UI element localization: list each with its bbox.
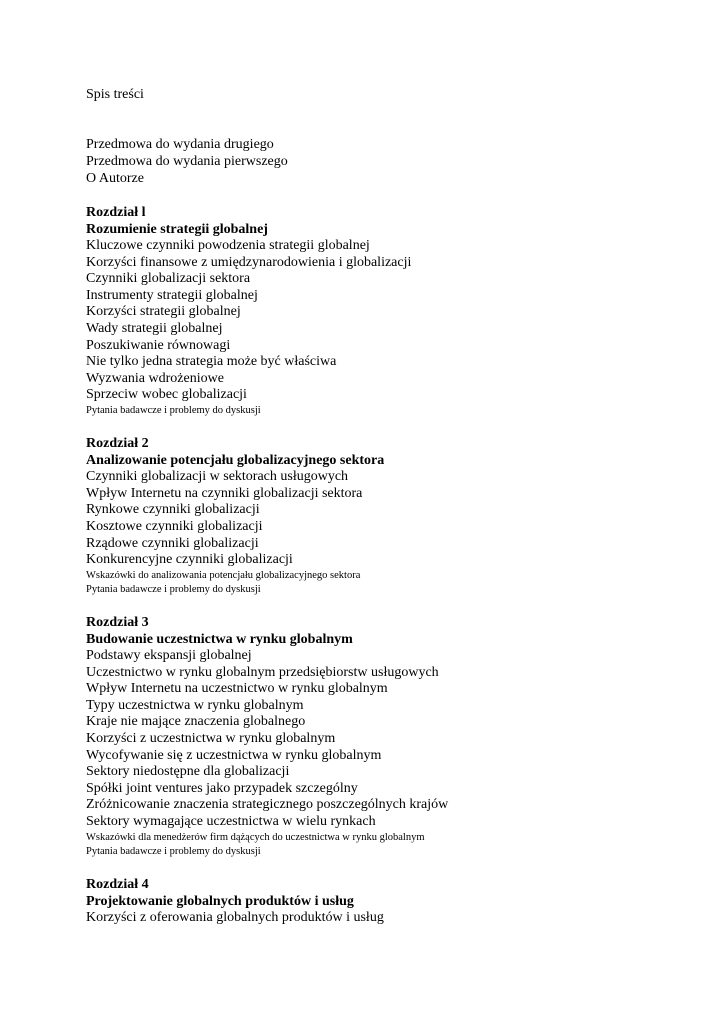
toc-entry: Sprzeciw wobec globalizacji — [86, 387, 247, 403]
document-page — [86, 86, 706, 944]
toc-entry: Spółki joint ventures jako przypadek szczególny — [86, 780, 358, 796]
front-matter-item: O Autorze — [86, 171, 144, 186]
toc-subentry: Pytania badawcze i problemy do dyskusji — [86, 404, 261, 416]
toc-entry: Uczestnictwo w rynku globalnym przedsiębiorstw usługowych — [86, 664, 439, 680]
toc-entry: Rynkowe czynniki globalizacji — [86, 502, 260, 518]
front-matter-item: Przedmowa do wydania pierwszego — [86, 154, 288, 169]
chapter-title: Analizowanie potencjału globalizacyjnego sektora — [86, 453, 385, 469]
toc-subentry: Pytania badawcze i problemy do dyskusji — [86, 583, 261, 595]
toc-entry: Sektory wymagające uczestnictwa w wielu rynkach — [86, 814, 376, 830]
toc-entry: Poszukiwanie równowagi — [86, 337, 231, 353]
toc-entry: Sektory niedostępne dla globalizacji — [86, 764, 290, 780]
chapter-section — [86, 876, 706, 927]
chapter-title: Projektowanie globalnych produktów i usług — [86, 894, 354, 910]
toc-subentry: Wskazówki dla menedżerów firm dążących do uczestnictwa w rynku globalnym — [86, 831, 425, 843]
toc-entry: Podstawy ekspansji globalnej — [86, 648, 252, 664]
toc-entry: Instrumenty strategii globalnej — [86, 287, 258, 303]
toc-title: Spis treści — [86, 87, 144, 102]
toc-entry: Wady strategii globalnej — [86, 320, 223, 336]
toc-entry: Kraje nie mające znaczenia globalnego — [86, 714, 306, 730]
toc-entry: Korzyści z oferowania globalnych produktów i usług — [86, 910, 384, 926]
toc-entry: Rządowe czynniki globalizacji — [86, 535, 259, 551]
toc-entry: Korzyści strategii globalnej — [86, 304, 241, 320]
toc-entry: Zróżnicowanie znaczenia strategicznego poszczególnych krajów — [86, 797, 449, 813]
toc-subentry: Wskazówki do analizowania potencjału globalizacyjnego sektora — [86, 569, 361, 581]
toc-entry: Kluczowe czynniki powodzenia strategii globalnej — [86, 238, 370, 253]
chapter-section — [86, 614, 706, 859]
toc-entry: Wpływ Internetu na uczestnictwo w rynku globalnym — [86, 681, 388, 697]
toc-entry: Korzyści z uczestnictwa w rynku globalnym — [86, 731, 336, 747]
toc-entry: Korzyści finansowe z umiędzynarodowienia i globalizacji — [86, 254, 412, 270]
toc-entry: Kosztowe czynniki globalizacji — [86, 518, 263, 534]
toc-entry: Wyzwania wdrożeniowe — [86, 370, 224, 386]
toc-entry: Wpływ Internetu na czynniki globalizacji sektora — [86, 485, 363, 501]
chapter-section — [86, 204, 706, 418]
chapter-label: Rozdział 4 — [86, 877, 149, 893]
chapter-list — [86, 204, 706, 927]
chapter-label: Rozdział l — [86, 205, 146, 220]
chapter-label: Rozdział 3 — [86, 615, 149, 631]
toc-entry: Czynniki globalizacji sektora — [86, 271, 251, 287]
chapter-section — [86, 435, 706, 597]
toc-entry: Nie tylko jedna strategia może być właściwa — [86, 354, 337, 370]
toc-entry: Czynniki globalizacji w sektorach usługowych — [86, 469, 349, 485]
chapter-label: Rozdział 2 — [86, 436, 149, 452]
chapter-title: Rozumienie strategii globalnej — [86, 222, 268, 237]
front-matter — [86, 136, 706, 187]
chapter-title: Budowanie uczestnictwa w rynku globalnym — [86, 632, 353, 648]
toc-subentry: Pytania badawcze i problemy do dyskusji — [86, 845, 261, 857]
toc-entry: Typy uczestnictwa w rynku globalnym — [86, 697, 304, 713]
front-matter-item: Przedmowa do wydania drugiego — [86, 137, 274, 152]
toc-entry: Konkurencyjne czynniki globalizacji — [86, 552, 293, 568]
toc-entry: Wycofywanie się z uczestnictwa w rynku globalnym — [86, 747, 382, 763]
